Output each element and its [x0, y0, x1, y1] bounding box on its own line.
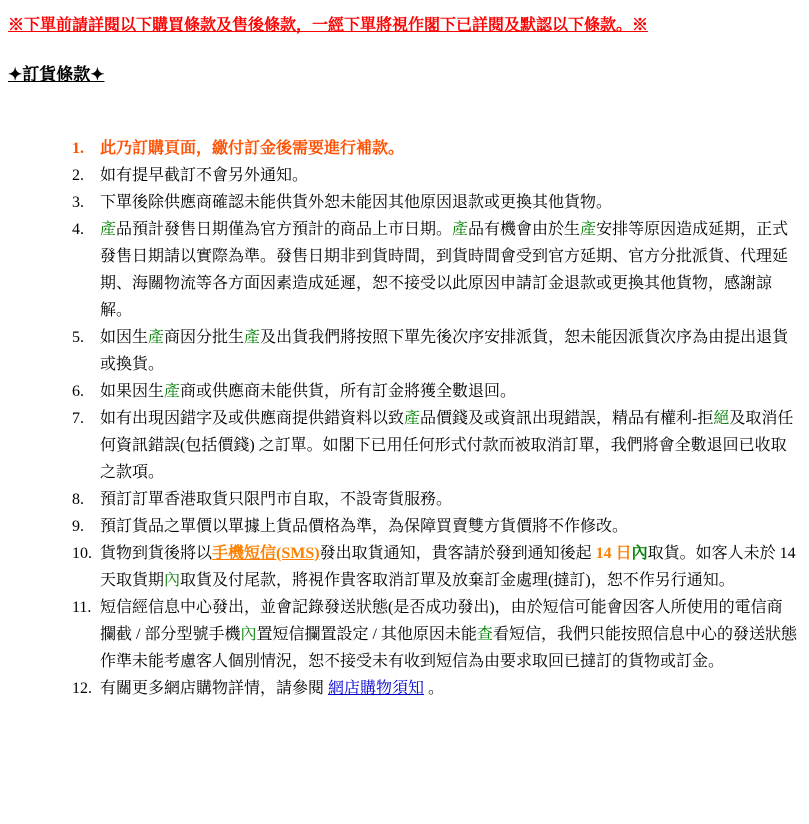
term-number: 4. [72, 221, 84, 238]
highlighted-text-segment: 14 日 [595, 545, 632, 562]
term-item [72, 594, 797, 675]
store-shopping-guide-link[interactable]: 網店購物須知 [328, 680, 425, 697]
text-segment: 有關更多網店購物詳情，請參閱 [100, 680, 329, 697]
term-text [100, 675, 797, 702]
term-text [100, 378, 797, 405]
highlighted-text-segment: 產 [100, 221, 117, 238]
term-number: 3. [72, 194, 84, 211]
highlighted-text-segment: 產 [244, 329, 261, 346]
highlighted-text-segment: 產 [580, 221, 597, 238]
highlighted-text-segment: 內 [240, 626, 257, 643]
text-segment: 如有提早截訂不會另外通知。 [100, 167, 309, 184]
term-number: 7. [72, 410, 84, 427]
text-segment: 取貨及付尾款，將視作貴客取消訂單及放棄訂金處理(撻訂)，恕不作另行通知。 [180, 572, 735, 589]
text-segment: 取貨。如客人未於 14 天取貨期 [100, 545, 796, 589]
term-text [100, 324, 797, 378]
text-segment: 。 [424, 680, 445, 697]
highlighted-text-segment: 產 [404, 410, 421, 427]
term-item [72, 216, 797, 324]
term-item [72, 405, 797, 486]
text-segment: 短信經信息中心發出，並會記錄發送狀態(是否成功發出)，由於短信可能會因客人所使用的電信商攔截 / 部分型號手機 [100, 599, 783, 643]
text-segment: 貨物到貨後將以 [100, 545, 213, 562]
terms-list [72, 135, 797, 702]
text-segment: 安排等原因造成延期，正式發售日期請以實際為準。發售日期非到貨時間，到貨時間會受到官方延期、官方分批派貨、代理延期、海關物流等各方面因素造成延遲，恕不接受以此原因申請訂金退款或更換其他貨物，感謝諒解。 [100, 221, 789, 319]
highlighted-text-segment: 絕 [713, 410, 730, 427]
term-item [72, 189, 797, 216]
highlighted-text-segment: 手機短信(SMS) [212, 545, 320, 562]
text-segment: 預訂貨品之單價以單據上貨品價格為準，為保障買賣雙方貨價將不作修改。 [100, 518, 629, 535]
highlighted-text-segment: 產 [452, 221, 469, 238]
text-segment: 品有機會由於生 [468, 221, 581, 238]
text-segment: 品預計發售日期僅為官方預計的商品上市日期。 [116, 221, 453, 238]
term-number: 1. [72, 140, 84, 157]
term-text [100, 189, 797, 216]
highlighted-text-segment: 內 [631, 545, 648, 562]
highlighted-text-segment: 產 [164, 383, 181, 400]
term-text [100, 135, 797, 162]
highlighted-text-segment: 產 [148, 329, 165, 346]
text-segment: 如果因生 [100, 383, 165, 400]
term-item [72, 162, 797, 189]
term-item [72, 378, 797, 405]
term-number: 12. [72, 680, 92, 697]
term-number: 6. [72, 383, 84, 400]
term-text [100, 405, 797, 486]
text-segment: 下單後除供應商確認未能供貨外恕未能因其他原因退款或更換其他貨物。 [100, 194, 613, 211]
highlighted-text-segment: 此乃訂購頁面，繳付訂金後需要進行補款。 [100, 140, 405, 157]
term-item [72, 540, 797, 594]
term-text [100, 216, 797, 324]
order-terms-page [0, 12, 809, 702]
term-number: 8. [72, 491, 84, 508]
order-terms-section-title: ✦訂貨條款✦ [8, 65, 105, 84]
term-text [100, 594, 797, 675]
term-number: 11. [72, 599, 92, 616]
term-item [72, 324, 797, 378]
term-text [100, 162, 797, 189]
term-item [72, 513, 797, 540]
highlighted-text-segment: 查 [476, 626, 493, 643]
term-item [72, 135, 797, 162]
text-segment: 預訂訂單香港取貨只限門市自取，不設寄貨服務。 [100, 491, 453, 508]
text-segment: 發出取貨通知，貴客請於發到通知後起 [319, 545, 596, 562]
highlighted-text-segment: 內 [164, 572, 181, 589]
text-segment: 及出貨我們將按照下單先後次序安排派貨，恕未能因派貨次序為由提出退貨或換貨。 [100, 329, 789, 373]
text-segment: 置短信攔置設定 / 其他原因未能 [256, 626, 477, 643]
term-item [72, 486, 797, 513]
term-text [100, 540, 797, 594]
text-segment: 如因生 [100, 329, 149, 346]
text-segment: 商或供應商未能供貨，所有訂金將獲全數退回。 [180, 383, 517, 400]
text-segment: 及取消任何資訊錯誤(包括價錢) 之訂單。如閣下已用任何形式付款而被取消訂單，我們將會全數退回已收取之款項。 [100, 410, 794, 481]
text-segment: 品價錢及或資訊出現錯誤，精品有權利-拒 [420, 410, 714, 427]
pre-order-notice: ※下單前請詳閱以下購買條款及售後條款，一經下單將視作閣下已詳閱及默認以下條款。※ [8, 17, 649, 34]
text-segment: 如有出現因錯字及或供應商提供錯資料以致 [100, 410, 405, 427]
term-number: 10. [72, 545, 92, 562]
term-text [100, 513, 797, 540]
term-number: 5. [72, 329, 84, 346]
term-number: 9. [72, 518, 84, 535]
term-text [100, 486, 797, 513]
text-segment: 看短信，我們只能按照信息中心的發送狀態作準未能考慮客人個別情況，恕不接受未有收到短信為由要求取回已撻訂的貨物或訂金。 [100, 626, 797, 670]
term-item [72, 675, 797, 702]
text-segment: 商因分批生 [164, 329, 245, 346]
term-number: 2. [72, 167, 84, 184]
